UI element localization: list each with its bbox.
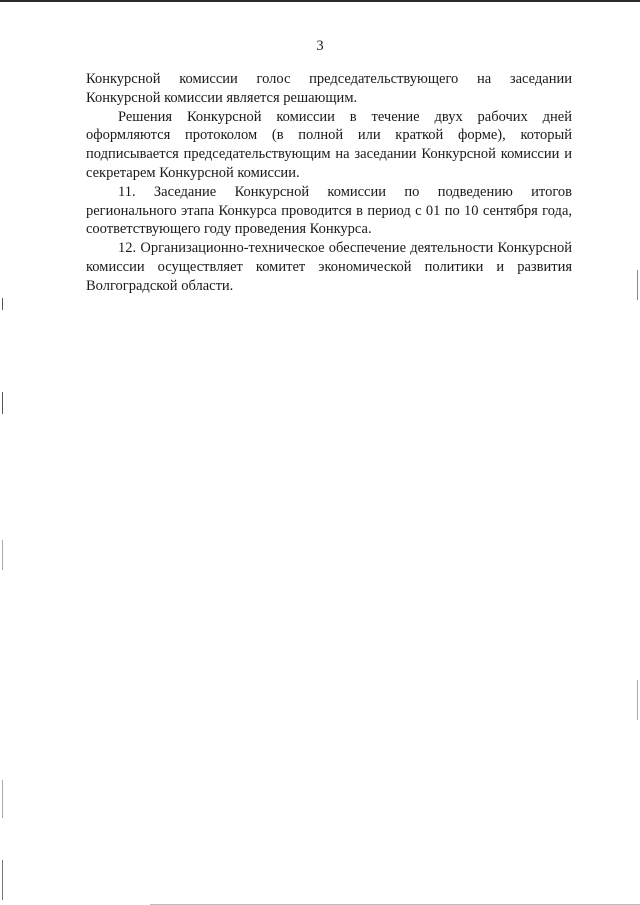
- paragraph-item-12: 12. Организационно-техническое обеспечение деятельности Конкурсной комиссии осуществляет комитет экономической политики и развития Волгоградской области.: [86, 240, 572, 294]
- scan-artifact-left: [2, 392, 3, 414]
- scan-artifact-right: [637, 270, 638, 300]
- scan-artifact-left: [2, 540, 3, 570]
- top-scan-edge: [0, 0, 640, 2]
- document-body: [86, 70, 572, 296]
- scan-artifact-left: [2, 860, 3, 900]
- paragraph-casting-vote: Конкурсной комиссии голос председательствующего на заседании Конкурсной комиссии является решающим.: [86, 71, 572, 106]
- page-number: 3: [316, 38, 324, 54]
- scan-artifact-left: [2, 780, 3, 818]
- paragraph-protocol: Решения Конкурсной комиссии в течение двух рабочих дней оформляются протоколом (в полной или краткой форме), который подписывается председательствующим на заседании Конкурсной комиссии и секретарем Конкурсной комиссии.: [86, 108, 572, 181]
- scan-artifact-right: [637, 680, 638, 720]
- scan-artifact-left: [2, 298, 3, 310]
- paragraph-item-11: 11. Заседание Конкурсной комиссии по подведению итогов регионального этапа Конкурса проводится в период с 01 по 10 сентября года, соответствующего году проведения Конкурса.: [86, 183, 572, 238]
